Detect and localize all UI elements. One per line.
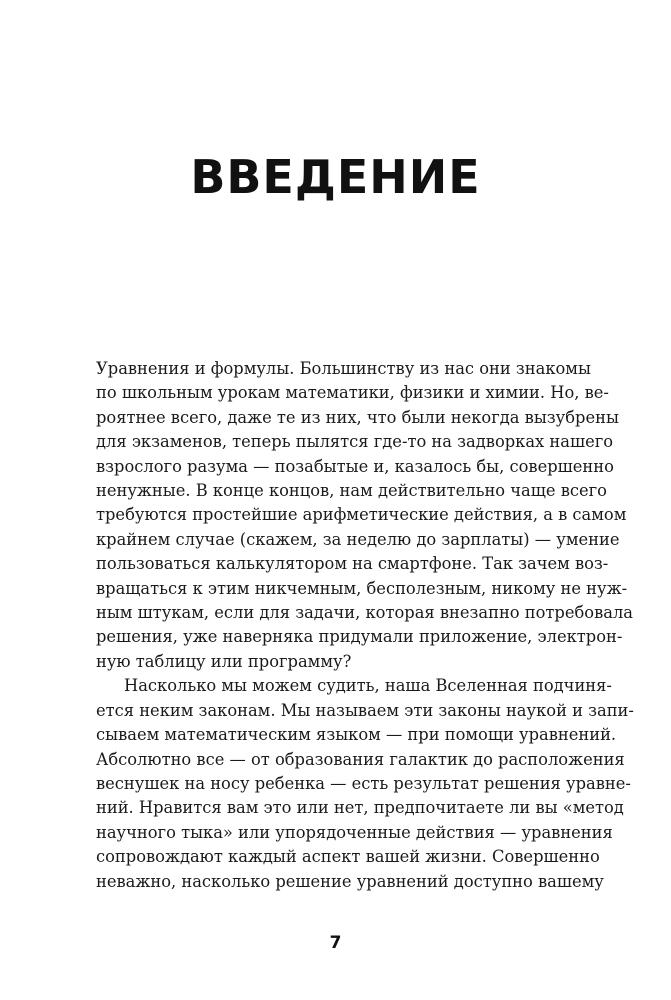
- body-text: [96, 357, 634, 894]
- text-line: ную таблицу или программу?: [96, 651, 352, 671]
- page-number: 7: [329, 933, 342, 953]
- text-line: ным штукам, если для задачи, которая внезапно потребовала: [96, 603, 634, 623]
- text-line: для экзаменов, теперь пылятся где-то на задворках нашего: [96, 432, 614, 452]
- text-line: Абсолютно все — от образования галактик до расположения: [96, 749, 625, 769]
- text-line: требуются простейшие арифметические действия, а в самом: [96, 505, 627, 525]
- text-line: вращаться к этим никчемным, бесполезным, никому не нуж-: [96, 578, 628, 598]
- chapter-title: ВВЕДЕНИЕ: [190, 150, 481, 204]
- text-line: по школьным урокам математики, физики и химии. Но, ве-: [96, 383, 609, 403]
- paragraph-2: [96, 674, 634, 894]
- text-line: роятнее всего, даже те из них, что были некогда вызубрены: [96, 407, 619, 427]
- text-line: сываем математическим языком — при помощи уравнений.: [96, 725, 617, 745]
- text-line: веснушек на носу ребенка — есть результат решения уравне-: [96, 773, 631, 793]
- text-line: взрослого разума — позабытые и, казалось бы, совершенно: [96, 456, 614, 476]
- text-line: неважно, насколько решение уравнений доступно вашему: [96, 871, 604, 891]
- text-line: научного тыка» или упорядоченные действия — уравнения: [96, 822, 613, 842]
- text-line: Насколько мы можем судить, наша Вселенная подчиня-: [124, 676, 612, 696]
- text-line: пользоваться калькулятором на смартфоне. Так зачем воз-: [96, 554, 609, 574]
- text-line: ненужные. В конце концов, нам действительно чаще всего: [96, 481, 607, 501]
- text-line: крайнем случае (скажем, за неделю до зарплаты) — умение: [96, 529, 620, 549]
- text-line: сопровождают каждый аспект вашей жизни. Совершенно: [96, 847, 600, 867]
- text-line: ний. Нравится вам это или нет, предпочитаете ли вы «метод: [96, 798, 624, 818]
- paragraph-1: [96, 357, 634, 674]
- text-line: Уравнения и формулы. Большинству из нас они знакомы: [96, 359, 591, 378]
- text-line: решения, уже наверняка придумали приложение, электрон-: [96, 627, 623, 647]
- text-line: ется неким законам. Мы называем эти законы наукой и запи-: [96, 700, 634, 720]
